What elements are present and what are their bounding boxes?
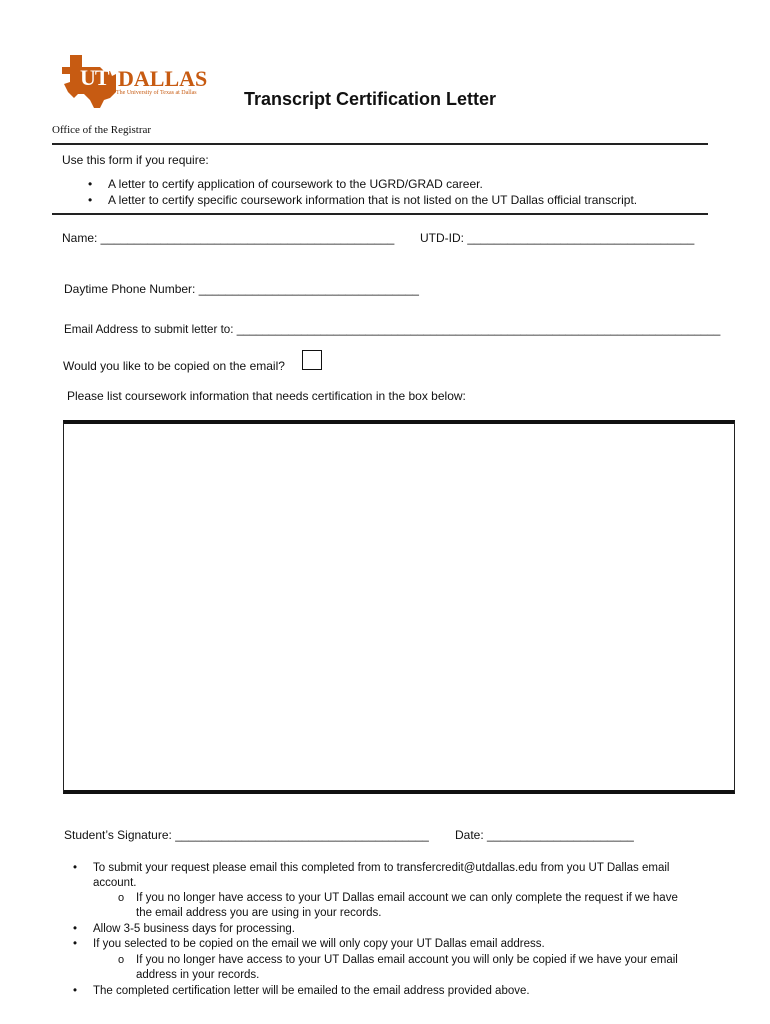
coursework-textarea[interactable] bbox=[63, 420, 735, 794]
instruction-bullet: • To submit your request please email this completed from to transfercredit@utdallas.edu from you UT Dallas email bbox=[93, 861, 670, 877]
coursework-prompt: Please list coursework information that needs certification in the box below: bbox=[67, 389, 466, 403]
copy-checkbox[interactable] bbox=[302, 350, 322, 370]
instruction-continuation: account. bbox=[93, 877, 137, 889]
instruction-subbullet: o If you no longer have access to your UT Dallas email account we can only complete the request if we have bbox=[136, 891, 678, 907]
instruction-continuation: address in your records. bbox=[136, 969, 260, 981]
signature-field[interactable]: Student’s Signature: ______________________________________ bbox=[64, 828, 429, 842]
logo-ut-text: UT bbox=[80, 65, 109, 90]
instruction-bullet: • The completed certification letter will be emailed to the email address provided above. bbox=[93, 984, 530, 1000]
instruction-continuation: the email address you are using in your records. bbox=[136, 907, 382, 919]
top-divider bbox=[52, 143, 708, 145]
utd-id-field[interactable]: UTD-ID: __________________________________ bbox=[420, 231, 695, 245]
phone-field[interactable]: Daytime Phone Number: _________________________________ bbox=[64, 282, 419, 296]
name-field[interactable]: Name: ____________________________________________ bbox=[62, 231, 395, 245]
page-title: Transcript Certification Letter bbox=[244, 89, 497, 109]
copy-question: Would you like to be copied on the email? bbox=[63, 359, 285, 373]
instruction-bullet: • If you selected to be copied on the email we will only copy your UT Dallas email address. bbox=[93, 937, 545, 953]
logo-dallas-text: DALLAS bbox=[118, 66, 208, 91]
middle-divider bbox=[52, 213, 708, 215]
logo-subtitle: The University of Texas at Dallas bbox=[116, 90, 197, 96]
intro-lead: Use this form if you require: bbox=[62, 153, 209, 167]
date-field[interactable]: Date: ______________________ bbox=[455, 828, 634, 842]
office-label: Office of the Registrar bbox=[52, 124, 152, 136]
intro-bullet: • A letter to certify specific coursework information that is not listed on the UT Dallas official transcript. bbox=[108, 193, 637, 207]
instruction-subbullet: o If you no longer have access to your UT Dallas email account you will only be copied if we have your email bbox=[136, 953, 678, 969]
email-field[interactable]: Email Address to submit letter to: ___________________________________________________________________________ bbox=[64, 323, 721, 336]
intro-bullet: • A letter to certify application of coursework to the UGRD/GRAD career. bbox=[108, 177, 483, 191]
instruction-bullet: • Allow 3-5 business days for processing. bbox=[93, 922, 295, 938]
utd-logo bbox=[60, 52, 210, 110]
